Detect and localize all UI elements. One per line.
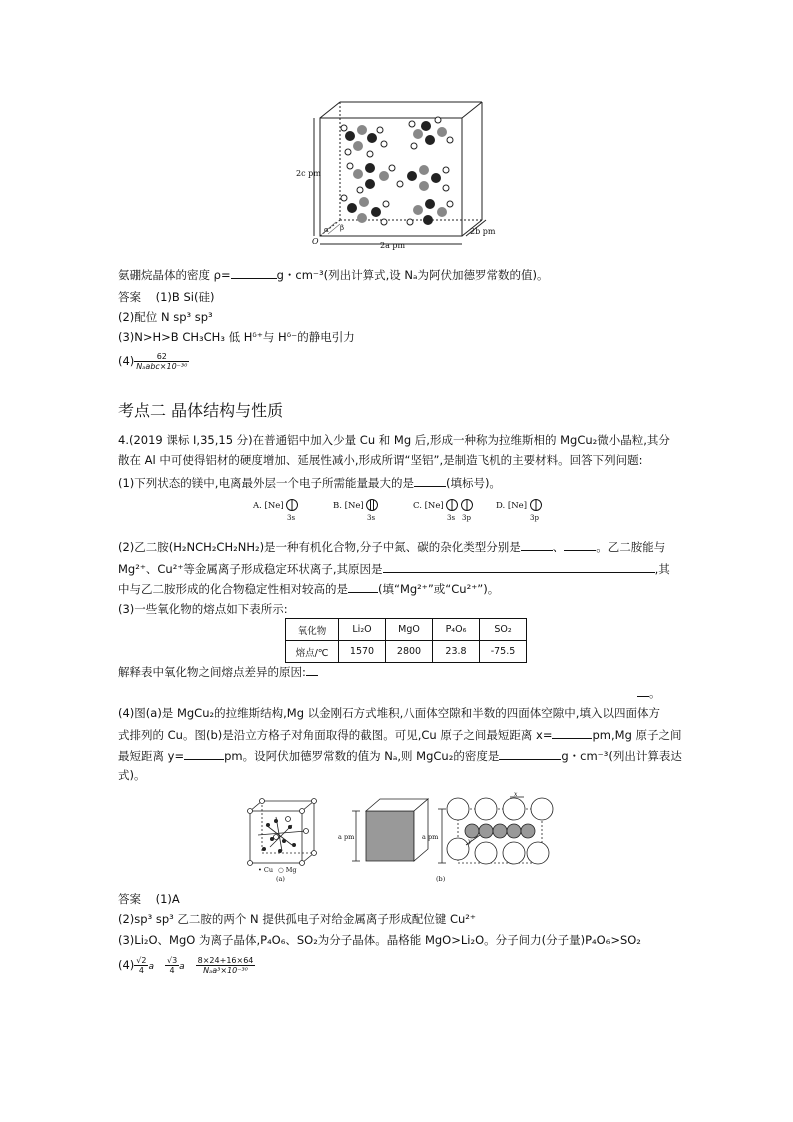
table-cell: 熔点/℃ [286,641,339,663]
molecule-cluster-top-right [409,117,453,149]
option-d-label: D. [Ne] [496,501,528,511]
reason-end: 。 [649,686,661,700]
option-b-label: B. [Ne] [333,501,364,511]
fraction-denominator: 4 [169,966,175,975]
part-2-b-text: Mg²⁺、Cu²⁺等金属离子形成稳定环状离子,其原因是 [118,562,383,576]
y-distance-blank[interactable] [184,747,224,760]
table-cell: -75.5 [480,641,527,663]
fraction-numerator: 62 [134,352,189,362]
answer-1 [118,891,180,907]
prev-answer-3: (3)N>H>B CH₃CH₃ 低 Hᵟ⁺与 Hᵟ⁻的静电引力 [118,330,355,344]
y-label: y [468,838,472,845]
table-cell: 2800 [386,641,433,663]
width-label: 2a pm [380,241,406,250]
reason-line-end [637,684,661,701]
fraction-numerator: √2 [136,956,147,965]
legend-mg: ○ Mg [278,866,297,874]
density-line [118,266,549,283]
caption-a: (a) [276,875,285,883]
molecule-cluster-middle [347,163,449,193]
part-2-ion-blank[interactable] [348,580,378,593]
reason-blank-end[interactable] [637,684,649,697]
table-row [286,641,527,663]
q4-part-4-line-1: (4)图(a)是 MgCu₂的拉维斯结构,Mg 以金刚石方式堆积,八面体空隙和半数的四面体空隙中,填入以四面体方 [118,706,660,720]
table-cell: 氧化物 [286,619,339,641]
part-4-c-text: 最短距离 y= [118,749,185,763]
depth-label: 2b pm [470,227,496,236]
fraction-denominator: Nₐa³×10⁻³⁰ [203,966,248,975]
density-blank[interactable] [499,747,561,760]
fraction-denominator: 4 [138,966,144,975]
orbital-box-icon [530,498,542,512]
q4-part-4-line-4: 式)。 [118,768,146,782]
a-pm-label-1: a pm [338,833,355,841]
reason-text: 解释表中氧化物之间熔点差异的原因: [118,665,306,679]
density-blank[interactable] [231,266,277,279]
fraction-x [134,956,148,975]
q4-part-2-line-1 [118,538,665,555]
legend-cu: • Cu [258,866,274,874]
answer-4-b: a [179,962,185,972]
crystal-structure-figure [296,100,500,250]
section-title: 考点二 晶体结构与性质 [118,401,284,420]
orbital-box-icon [286,498,298,512]
answer-label: 答案 [118,892,141,906]
a-pm-label-2: a pm [422,833,439,841]
angle-a-label: α [324,226,329,234]
orbital-label: 3s [367,514,376,522]
part-1-text: (1)下列状态的镁中,电离最外层一个电子所需能量最大的是 [118,476,414,490]
height-label: 2c pm [296,169,321,178]
x-label: x [514,791,518,798]
origin-label: O [312,237,319,246]
caption-b: (b) [436,875,446,883]
part-2-c-end: (填“Mg²⁺”或“Cu²⁺”)。 [378,582,500,596]
fraction-numerator: √3 [166,956,178,965]
density-suffix: g・cm⁻³(列出计算式,设 Nₐ为阿伏加德罗常数的值)。 [276,268,549,282]
answer-1-text: (1)A [155,892,180,906]
q4-intro-line-2: 散在 Al 中可使得铝材的硬度增加、延展性减小,形成所谓“坚铝”,是制造飞机的主要材料。回答下列问题: [118,453,643,467]
table-cell: 1570 [339,641,386,663]
q4-part-2-line-2 [118,560,670,577]
part-2-sep: 、 [552,540,565,554]
density-prefix: 氨硼烷晶体的密度 ρ= [118,268,231,282]
answer-4-prefix: (4) [118,354,135,368]
fraction-density [196,956,256,975]
mgcu2-figure [246,791,548,883]
part-2-blank-c[interactable] [564,538,596,551]
part-4-b-text: 式排列的 Cu。图(b)是沿立方格子对角面取得的截图。可见,Cu 原子之间最短距离 x= [118,728,553,742]
part-4-b-end: pm,Mg 原子之间 [592,728,682,742]
q4-part-3: (3)一些氧化物的熔点如下表所示: [118,602,288,616]
fraction-numerator: 8×24+16×64 [197,956,254,965]
answer-4-a: a [148,962,154,972]
x-distance-blank[interactable] [552,726,592,739]
table-cell: Li₂O [339,619,386,641]
molecule-cluster-top-left [341,125,387,157]
fraction-denominator: Nₐabc×10⁻³⁰ [136,362,188,371]
orbital-box-icon [366,498,378,512]
part-2-c-text: 中与乙二胺形成的化合物稳定性相对较高的是 [118,582,348,596]
q4-part-2-line-3 [118,580,499,597]
answer-label: 答案 [118,290,141,304]
answer-4-fraction [134,352,189,371]
answer-4 [118,956,255,975]
orbital-label: 3p [530,514,539,522]
answer-4-prefix: (4) [118,958,135,972]
part-4-c-mid: pm。设阿伏加德罗常数的值为 Nₐ,则 MgCu₂的密度是 [224,749,500,763]
part-2-text: (2)乙二胺(H₂NCH₂CH₂NH₂)是一种有机化合物,分子中氮、碳的杂化类型分别是 [118,540,521,554]
orbital-label: 3s [287,514,296,522]
q4-part-3-reason [118,663,318,680]
part-1-end: (填标号)。 [445,476,501,490]
orbital-label: 3s [447,514,456,522]
q4-intro-line-1: 4.(2019 课标 I,35,15 分)在普通铝中加入少量 Cu 和 Mg 后,形成一种称为拉维斯相的 MgCu₂微小晶粒,其分 [118,433,670,447]
diagonal-section-prism [352,799,428,861]
melting-point-table [285,618,527,663]
part-2-reason-blank[interactable] [383,560,655,573]
atom-section [438,797,553,864]
prev-answer-2: (2)配位 N sp³ sp³ [118,310,213,324]
table-cell: SO₂ [480,619,527,641]
part-2-blank-n[interactable] [521,538,553,551]
table-cell: P₄O₆ [433,619,480,641]
prev-answer-1 [118,289,214,305]
part-4-c-end: g・cm⁻³(列出计算表达 [561,749,682,763]
orbital-box-icon [446,498,474,512]
option-c-label: C. [Ne] [413,501,444,511]
q4-part-1 [118,474,501,491]
q4-part-4-line-2 [118,726,682,743]
part-2-b-end: ,其 [654,562,670,576]
reason-blank-start[interactable] [306,663,318,676]
table-cell: MgO [386,619,433,641]
part-1-blank[interactable] [414,474,446,487]
answer-1-text: (1)B Si(硅) [155,290,215,304]
fraction-y [165,956,179,975]
prev-answer-4 [118,352,189,371]
orbital-label: 3p [462,514,471,522]
table-cell: 23.8 [433,641,480,663]
option-a-label: A. [Ne] [253,501,284,511]
angle-b-label: β [340,224,345,232]
part-2-end: 。乙二胺能与 [596,540,666,554]
q4-part-4-line-3 [118,747,682,764]
table-header-row [286,619,527,641]
answer-2: (2)sp³ sp³ 乙二胺的两个 N 提供孤电子对给金属离子形成配位键 Cu²⁺ [118,912,476,926]
answer-3: (3)Li₂O、MgO 为离子晶体,P₄O₆、SO₂为分子晶体。晶格能 MgO>Li₂O。分子间力(分子量)P₄O₆>SO₂ [118,933,641,947]
